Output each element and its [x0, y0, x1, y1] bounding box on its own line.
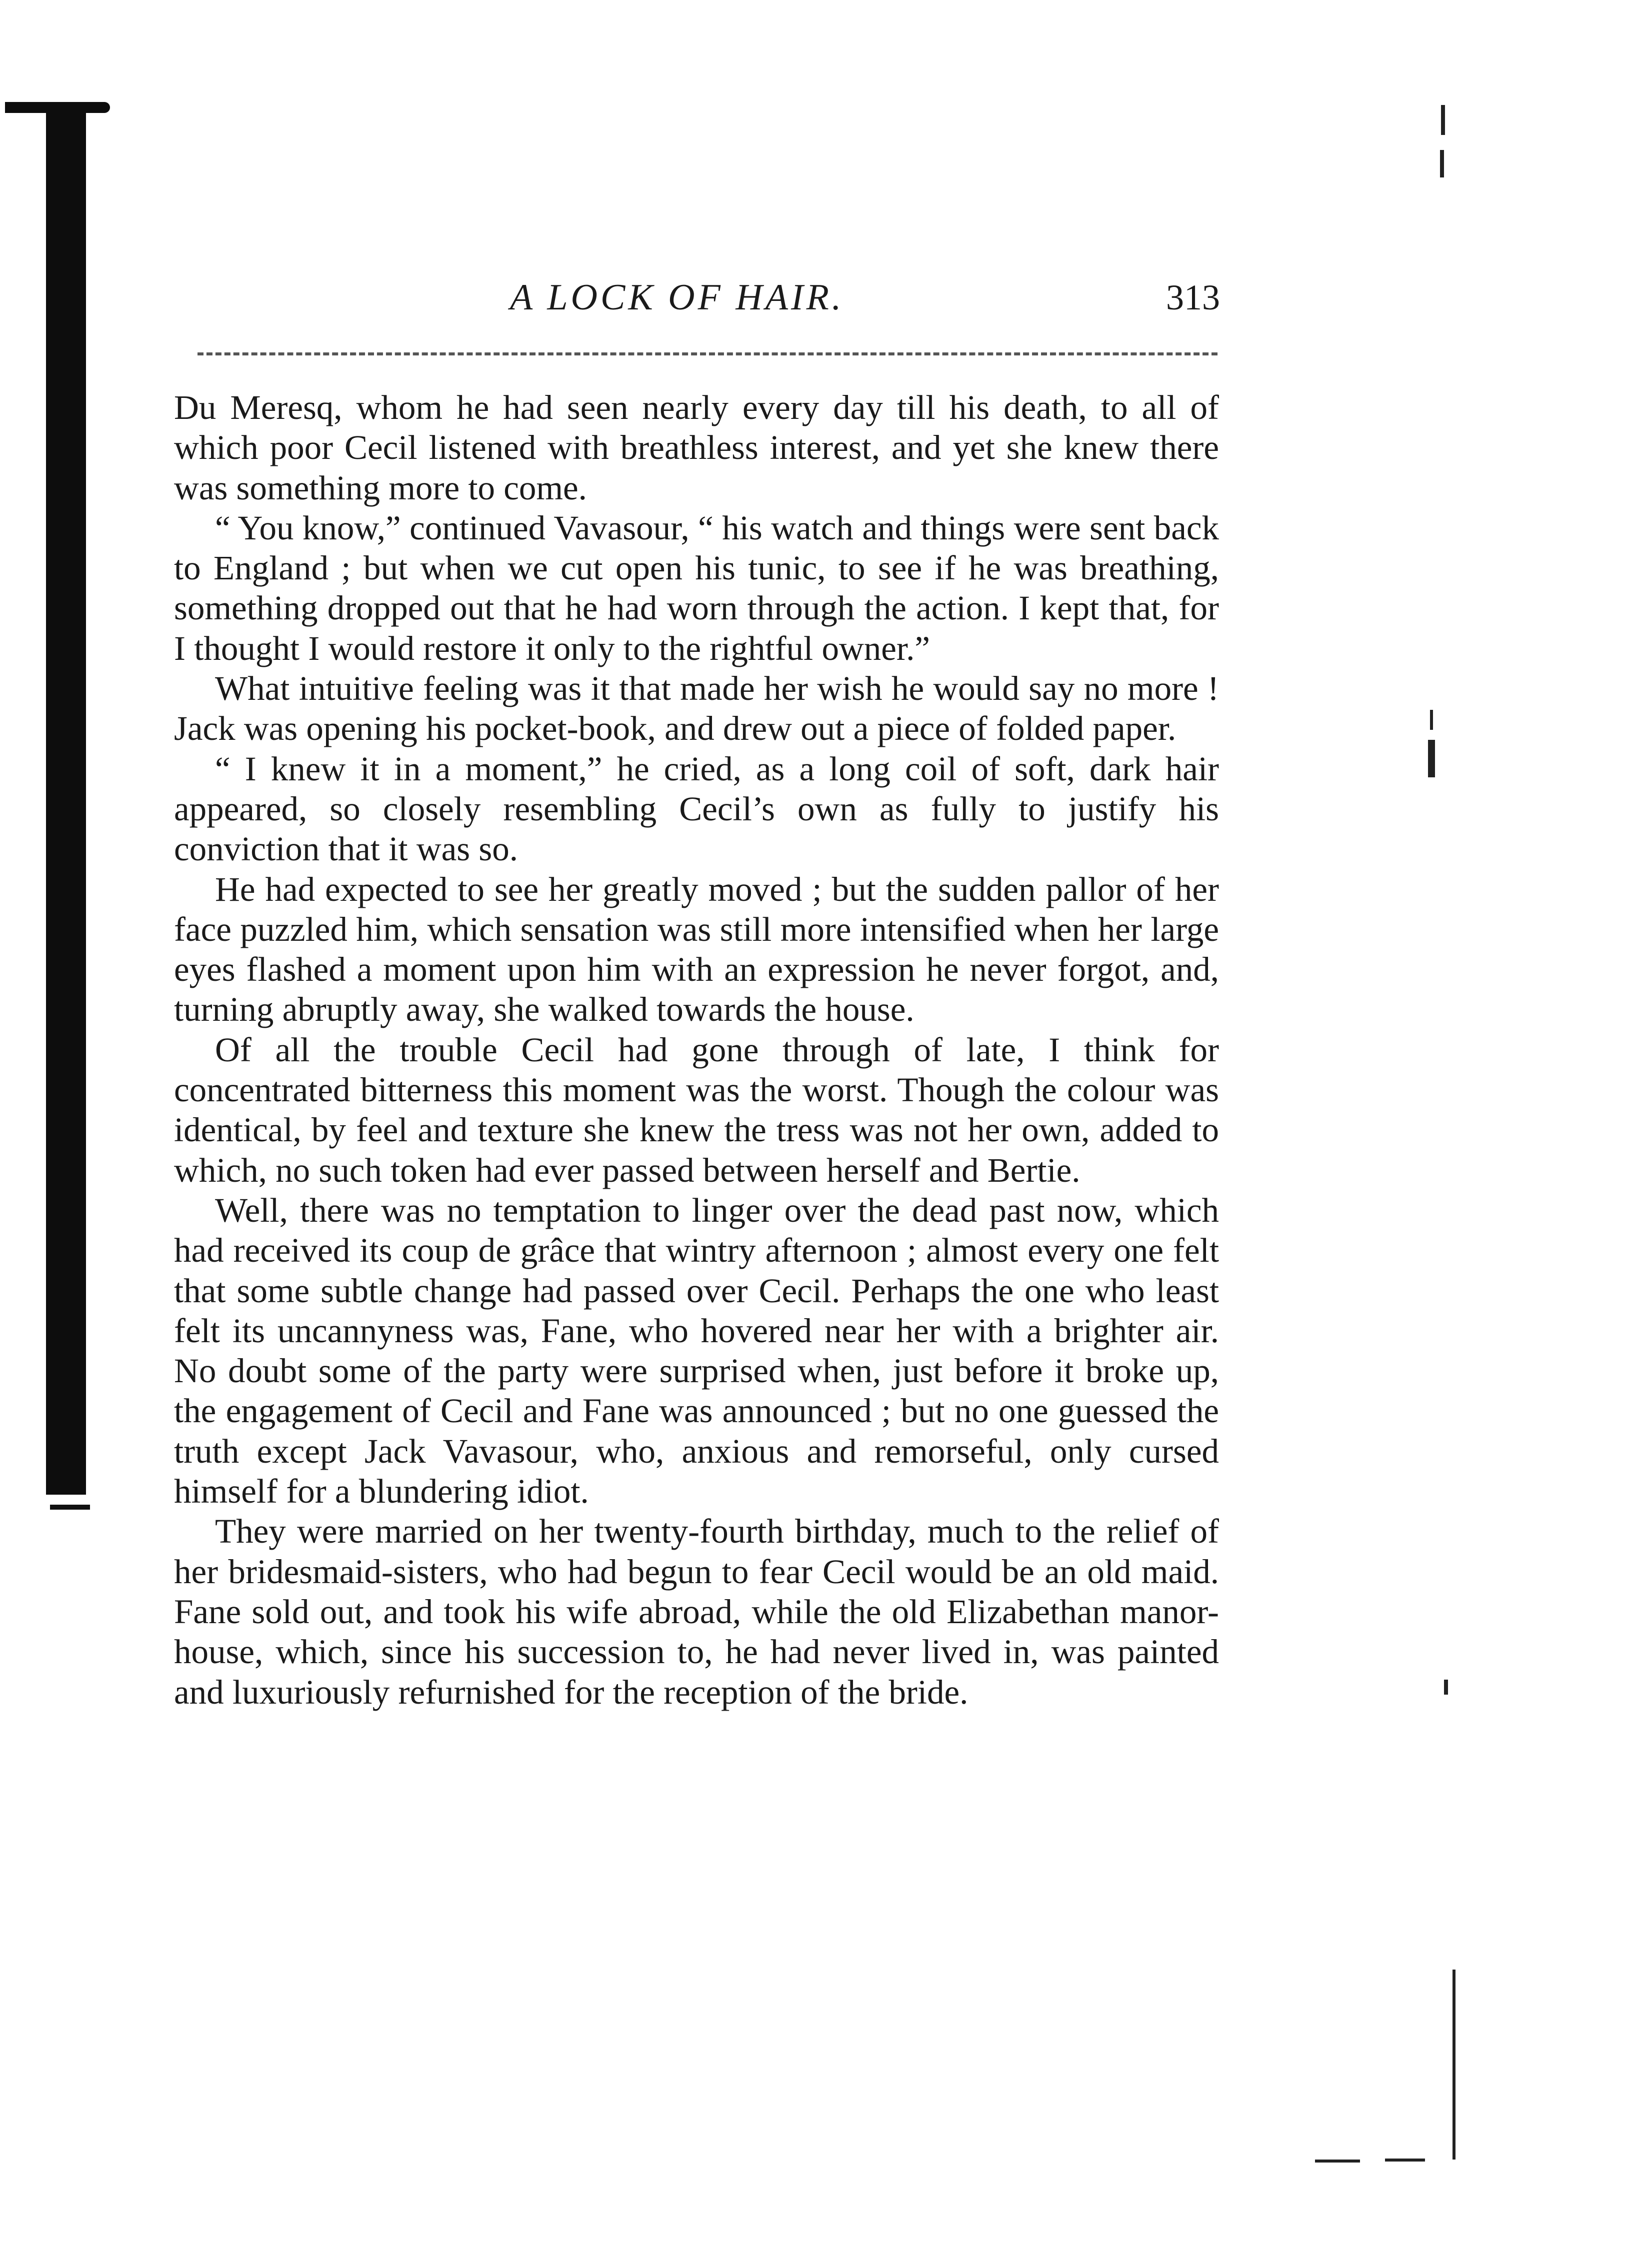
header-rule: [198, 352, 1218, 355]
paragraph: Of all the trouble Cecil had gone through of late, I think for concentrated bitterness this moment was the worst. Though the colour was identical, by feel and texture she knew the tress was not her own, added to which, no such token had ever passed between herself and Bertie.: [174, 1030, 1219, 1189]
paragraph: Well, there was no temptation to linger over the dead past now, which had received its coup de grâce that wintry afternoon ; almost every one felt that some subtle change had passed over Cecil. Perhaps the one who least felt its uncannyness was, Fane, who hovered near her with a brighter air. No doubt some of the party were surprised when, just before it broke up, the engagement of Cecil and Fane was announced ; but no one guessed the truth except Jack Vavasour, who, anxious and remorseful, only cursed himself for a blundering idiot.: [174, 1191, 1219, 1511]
paragraph: “ You know,” continued Vavasour, “ his watch and things were sent back to England ; but when we cut open his tunic, to see if he was breathing, something dropped out that he had worn through the action. I kept that, for I thought I would restore it only to the rightful owner.”: [174, 508, 1219, 667]
binding-edge: [46, 105, 86, 1495]
paragraph: He had expected to see her greatly moved ; but the sudden pallor of her face puzzled him, which sensation was still more intensified when her large eyes flashed a moment upon him with an expression he never forgot, and, turning abruptly away, she walked towards the house.: [174, 870, 1219, 1029]
paragraph: They were married on her twenty-fourth birthday, much to the relief of her bridesmaid-sisters, who had begun to fear Cecil would be an old maid. Fane sold out, and took his wife abroad, while the old Elizabethan manor-house, which, since his succession to, he had never lived in, was painted and luxuriously refurnished for the reception of the bride.: [174, 1512, 1219, 1711]
binding-edge-bottom: [50, 1505, 90, 1510]
running-title: A LOCK OF HAIR.: [510, 277, 844, 318]
body-text: [174, 387, 1219, 1712]
running-head: [172, 270, 1235, 325]
paragraph: What intuitive feeling was it that made her wish he would say no more ! Jack was opening his pocket-book, and drew out a piece of folded paper.: [174, 669, 1219, 748]
page-number: 313: [1166, 277, 1220, 317]
paragraph: Du Meresq, whom he had seen nearly every day till his death, to all of which poor Cecil listened with breathless interest, and yet she knew there was something more to come.: [174, 388, 1219, 507]
paragraph: “ I knew it in a moment,” he cried, as a long coil of soft, dark hair appeared, so closely resembling Cecil’s own as fully to justify his conviction that it was so.: [174, 749, 1219, 868]
